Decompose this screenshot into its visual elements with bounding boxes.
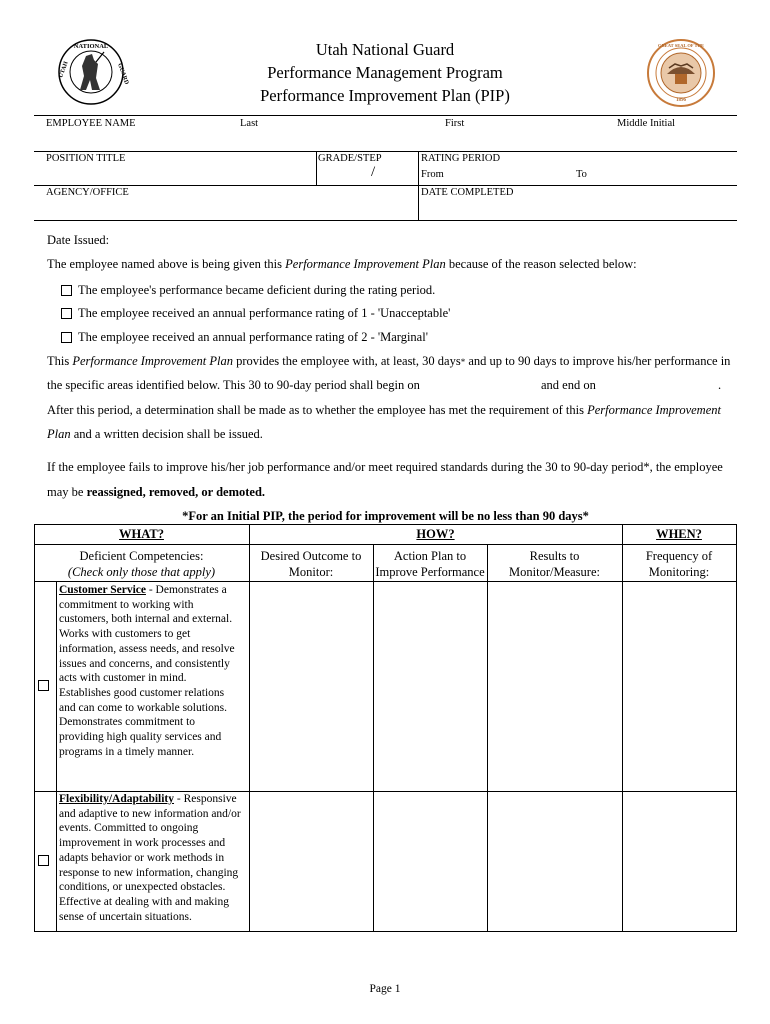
how-header: HOW? [416, 527, 455, 541]
rating-to-label: To [576, 169, 587, 180]
reason-marginal-label: The employee received an annual performance rating of 2 - 'Marginal' [78, 330, 428, 344]
customer-service-results-field[interactable] [488, 582, 622, 791]
customer-service-frequency-field[interactable] [623, 582, 736, 791]
customer-service-checkbox[interactable] [38, 680, 49, 691]
grade-step-separator: / [371, 164, 376, 180]
reason-unacceptable-checkbox[interactable] [61, 308, 72, 319]
action-plan-header: Action Plan to Improve Performance [375, 549, 485, 579]
svg-text:GUARD: GUARD [116, 62, 130, 86]
consequence-line1: If the employee fails to improve his/her job performance and/or meet required standards during the 30 to 90-day period*, the employee [47, 460, 723, 474]
employee-name-label: EMPLOYEE NAME [46, 118, 136, 129]
flexibility-outcome-field[interactable] [250, 792, 373, 931]
date-completed-label: DATE COMPLETED [421, 187, 514, 198]
end-period: . [718, 378, 722, 392]
page-number: Page 1 [369, 983, 401, 995]
svg-text:1896: 1896 [676, 98, 686, 103]
when-header: WHEN? [656, 527, 702, 541]
customer-service-action-field[interactable] [374, 582, 487, 791]
header-organization: Utah National Guard [315, 40, 455, 59]
header-program: Performance Management Program [267, 63, 503, 82]
determination-line1: After this period, a determination shall be made as to whether the employee has met the requirement of this Performance Improvement [47, 403, 721, 417]
last-name-label: Last [240, 118, 259, 129]
date-issued-label: Date Issued: [47, 233, 110, 247]
flexibility-checkbox[interactable] [38, 855, 49, 866]
middle-initial-label: Middle Initial [617, 118, 676, 129]
rating-from-label: From [421, 169, 444, 180]
first-name-label: First [445, 118, 465, 129]
initial-pip-note: *For an Initial PIP, the period for improvement will be no less than 90 days* [182, 509, 589, 523]
determination-line2: Plan and a written decision shall be issued. [47, 427, 263, 441]
agency-office-label: AGENCY/OFFICE [46, 187, 129, 198]
consequence-line2: may be reassigned, removed, or demoted. [47, 485, 266, 499]
flexibility-results-field[interactable] [488, 792, 622, 931]
rating-period-label: RATING PERIOD [421, 153, 501, 164]
improvement-period-line1: This Performance Improvement Plan provides the employee with, at least, 30 days* and up to 90 days to improve his/her performance in [47, 354, 731, 368]
reason-deficient-checkbox[interactable] [61, 285, 72, 296]
grade-step-label: GRADE/STEP [318, 153, 382, 164]
results-header: Results to Monitor/Measure: [509, 549, 600, 579]
improvement-period-line2: the specific areas identified below. This 30 to 90-day period shall begin on [47, 378, 420, 392]
customer-service-outcome-field[interactable] [250, 582, 373, 791]
reason-unacceptable-label: The employee received an annual performance rating of 1 - 'Unacceptable' [78, 306, 451, 320]
svg-text:UTAH: UTAH [58, 60, 70, 79]
svg-text:GREAT SEAL OF THE: GREAT SEAL OF THE [658, 43, 704, 48]
svg-text:NATIONAL: NATIONAL [73, 43, 109, 50]
utah-national-guard-seal [56, 38, 130, 106]
table-row: Customer Service - Demonstrates a commitment to working with customers, both internal and external. Works with customers to get information, assess needs, and resolve issues and concerns, and consistently acts with customer in mind. Establishes good customer relations and can come to workable solutions. Demonstrates commitment to providing high quality services and programs in a timely manner. [59, 584, 235, 758]
flexibility-frequency-field[interactable] [623, 792, 736, 931]
state-of-utah-seal [645, 38, 717, 108]
end-on-label: and end on [541, 378, 596, 392]
what-header: WHAT? [119, 527, 164, 541]
flexibility-action-field[interactable] [374, 792, 487, 931]
table-row: Flexibility/Adaptability - Responsive and adaptive to new information and/or events. Committed to ongoing improvement in work processes and adapts behavior or work methods in response to new information, changing conditions, or unexpected obstacles. Effective at dealing with and making sense of uncertain situations. [59, 793, 241, 923]
frequency-header: Frequency of Monitoring: [645, 549, 713, 579]
page-title: Performance Improvement Plan (PIP) [260, 86, 510, 105]
reason-marginal-checkbox[interactable] [61, 332, 72, 343]
deficient-competencies-header: Deficient Competencies: (Check only those that apply) [67, 549, 216, 579]
reason-deficient-label: The employee's performance became deficient during the rating period. [78, 283, 436, 297]
intro-paragraph: The employee named above is being given this Performance Improvement Plan because of the reason selected below: [47, 257, 637, 271]
desired-outcome-header: Desired Outcome to Monitor: [260, 549, 362, 579]
position-title-label: POSITION TITLE [46, 153, 126, 164]
